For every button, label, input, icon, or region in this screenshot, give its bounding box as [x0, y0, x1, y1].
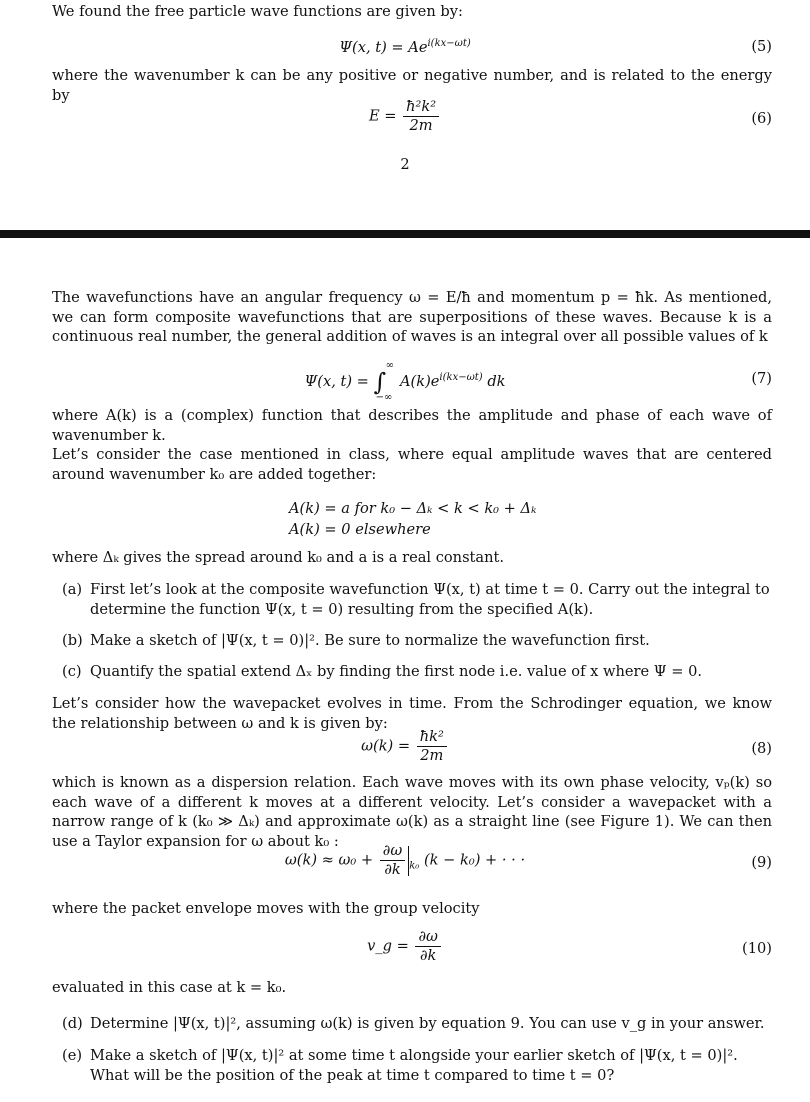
equation-9: ω(k) ≈ ω₀ + $\frac{\partial\omega}{\partial k}$ $_{k_0}$ (k − k₀) + · · · (9): [284, 842, 772, 878]
paragraph-7: where the packet envelope moves with the group velocity: [52, 900, 480, 917]
equation-5: Ψ(x, $t) = Ae^{i(kx-\omega t)}$ (5): [339, 38, 772, 56]
list-item: (c) Quantify the spatial extend Δₓ by finding the first node i.e. value of x where Ψ = 0.: [62, 663, 703, 680]
wavenumber-text: where the wavenumber k can be any positive or negative number, and is related to the energy by: [52, 67, 772, 104]
previous-page: [0, 0, 810, 232]
page-number: 2: [400, 156, 410, 173]
list-item: (b) Make a sketch of |Ψ(x, t = 0)|². Be sure to normalize the wavefunction first.: [62, 632, 650, 649]
equation-number: (10): [742, 940, 772, 957]
paragraph-4: where Δₖ gives the spread around k₀ and a is a real constant.: [52, 549, 505, 566]
equation-7: Ψ(x, t) = ∫ ∞ −∞ $A(k)e^{i(kx-\omega t)}$ dk (7): [304, 360, 772, 403]
fraction: $\frac{\partial\omega}{\partial k}$: [380, 842, 405, 879]
intro-text: We found the free particle wave functions are given by:: [52, 3, 463, 20]
paragraph-6: which is known as a dispersion relation. Each wave moves with its own phase velocity, vₚ(k) so each wave of a different k moves at a different velocity. Let’s consider a wavepacket with a narrow range of k (k₀ ≫ Δₖ) and approximate ω(k) as a straight line (see Figure 1). We can then use a Taylor expansion for ω about k₀ :: [52, 774, 772, 850]
equation-number: (9): [751, 854, 772, 871]
equation-number: (6): [751, 110, 772, 127]
paragraph-1: The wavefunctions have an angular frequency ω = E/ħ and momentum p = ħk. As mentioned, we can form composite wavefunctions that are superpositions of these waves. Because k is a continuous real number, the general addition of waves is an integral over all possible values of k: [52, 289, 772, 345]
paragraph-2: where A(k) is a (complex) function that describes the amplitude and phase of each wave of wavenumber k.: [52, 407, 772, 444]
equation-number: (5): [751, 38, 772, 55]
list-item: (d) Determine |Ψ(x, t)|², assuming ω(k) is given by equation 9. You can use v_g in your answer.: [62, 1015, 765, 1032]
paragraph-3: Let’s consider the case mentioned in class, where equal amplitude waves that are centered around wavenumber k₀ are added together:: [52, 446, 772, 483]
fraction: $\frac{\text{ħ²k²}}{2m}$: [403, 98, 439, 135]
equation-8: ω(k) = $\frac{\text{ħk²}}{2m}$ (8): [361, 728, 772, 764]
fraction: $\frac{\text{ħk²}}{2m}$: [417, 728, 447, 765]
paragraph-8: evaluated in this case at k = k₀.: [52, 979, 287, 996]
current-page: The wavefunctions have an angular frequency ω = E/ħ and momentum p = ħk. As mentioned, we can form composite wavefunctions that are superpositions of these waves. Because k is a continuous real number, the general addition of waves is an integral over all possible values of k Ψ(x, t) = ∫ ∞ −∞ $A(k)e^{i(kx-\omega t)}$ dk (7) where A(k) is a (complex) function that describes the amplitude and phase of each wave of wavenumber k. Let’s consider the case mentioned in class, where equal amplitude waves that are centered around wavenumber k₀ are added together: A(k) = a for k₀ − Δₖ < k < k₀ + Δₖ A(k) = 0 elsewhere where Δₖ gives the spread around k₀ and a is a real constant. (a) First let’s look at the composite wavefunction Ψ(x, t) at time t = 0. Carry out the integral to determine the function Ψ(x, t = 0) resulting from the specified A(k). (b) Make a sketch of |Ψ(x, t = 0)|². Be sure to normalize the wavefunction first. (c) Quantify the spatial extend Δₓ by finding the first node i.e. value of x where Ψ = 0. Let’s consider how the wavepacket evolves in time. From the Schrodinger equation, we know the relationship between ω and k is given by: ω(k) = $\frac{\text{ħk²}}{2m}$ (8) which is known as a dispersion relation. Each wave moves with its own phase velocity, vₚ(k) so each wave of a different k moves at a different velocity. Let’s consider a wavepacket with a narrow range of k (k₀ ≫ Δₖ) and approximate ω(k) as a straight line (see Figure 1). We can then use a Taylor expansion for ω about k₀ : ω(k) ≈ ω₀ + $\frac{\partial\omega}{\partial k}$ $_{k_0}$ (k − k₀) + · · · (9) where the packet envelope moves with the group velocity v_g = $\frac{\partial\omega}{\partial k}$ (10) evaluated in this case at k = k₀. (d) Determine |Ψ(x, t)|², assuming ω(k) is given by equation 9. You can use v_g in your answer. (e) Make a sketch of |Ψ(x, t)|² at some time t alongside your earlier sketch of |Ψ(x, t = 0)|². What will be the position of the peak at time t compared to time t = 0?: [0, 238, 810, 1102]
equation-number: (8): [751, 740, 772, 757]
list-item: (e) Make a sketch of |Ψ(x, t)|² at some time t alongside your earlier sketch of |Ψ(x, t = 0)|². What will be the position of the peak at time t compared to time t = 0?: [62, 1047, 738, 1084]
list-item: (a) First let’s look at the composite wavefunction Ψ(x, t) at time t = 0. Carry out the integral to determine the function Ψ(x, t = 0) resulting from the specified A(k).: [62, 581, 770, 618]
equation-10: v_g = $\frac{\partial\omega}{\partial k}$ (10): [367, 928, 772, 964]
page-separator: [0, 230, 810, 238]
equation-6: E = $\frac{\text{ħ²k²}}{2m}$ (6): [368, 98, 772, 134]
paragraph-5: Let’s consider how the wavepacket evolves in time. From the Schrodinger equation, we know the relationship between ω and k is given by:: [52, 695, 772, 732]
equation-number: (7): [751, 370, 772, 387]
fraction: $\frac{\partial\omega}{\partial k}$: [415, 928, 440, 965]
